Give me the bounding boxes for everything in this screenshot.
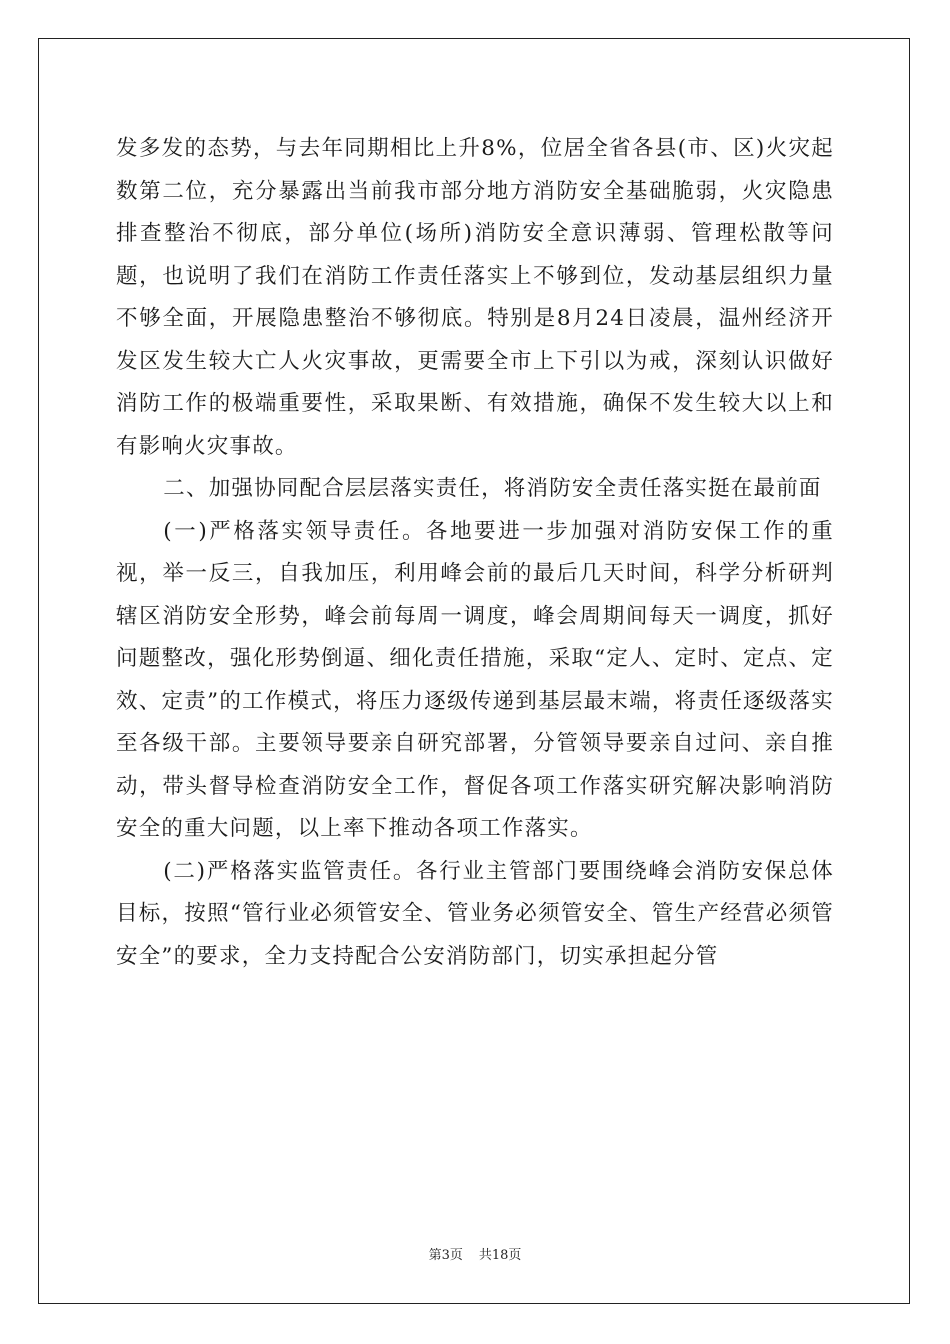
- paragraph-continuation: 发多发的态势，与去年同期相比上升8%，位居全省各县(市、区)火灾起数第二位，充分暴露出当前我市部分地方消防安全基础脆弱，火灾隐患排查整治不彻底，部分单位(场所)消防安全意识薄弱、管理松散等问题，也说明了我们在消防工作责任落实上不够到位，发动基层组织力量不够全面，开展隐患整治不够彻底。特别是8月24日凌晨，温州经济开发区发生较大亡人火灾事故，更需要全市上下引以为戒，深刻认识做好消防工作的极端重要性，采取果断、有效措施，确保不发生较大以上和有影响火灾事故。: [116, 136, 834, 459]
- paragraph-supervision-responsibility: (二)严格落实监管责任。各行业主管部门要围绕峰会消防安保总体目标，按照“管行业必须管安全、管业务必须管安全、管生产经营必须管安全”的要求，全力支持配合公安消防部门，切实承担起分管: [116, 858, 834, 969]
- section-heading-2: 二、加强协同配合层层落实责任，将消防安全责任落实挺在最前面: [163, 476, 822, 501]
- document-body: [116, 128, 834, 978]
- page-total: 共18页: [478, 1248, 522, 1263]
- page-number: 第3页: [428, 1248, 463, 1263]
- paragraph-leadership-responsibility: (一)严格落实领导责任。各地要进一步加强对消防安保工作的重视，举一反三，自我加压，利用峰会前的最后几天时间，科学分析研判辖区消防安全形势，峰会前每周一调度，峰会周期间每天一调度，抓好问题整改，强化形势倒逼、细化责任措施，采取“定人、定时、定点、定效、定责”的工作模式，将压力逐级传递到基层最末端，将责任逐级落实至各级干部。主要领导要亲自研究部署，分管领导要亲自过问、亲自推动，带头督导检查消防安全工作，督促各项工作落实研究解决影响消防安全的重大问题，以上率下推动各项工作落实。: [116, 518, 834, 841]
- page-footer: [0, 1247, 950, 1265]
